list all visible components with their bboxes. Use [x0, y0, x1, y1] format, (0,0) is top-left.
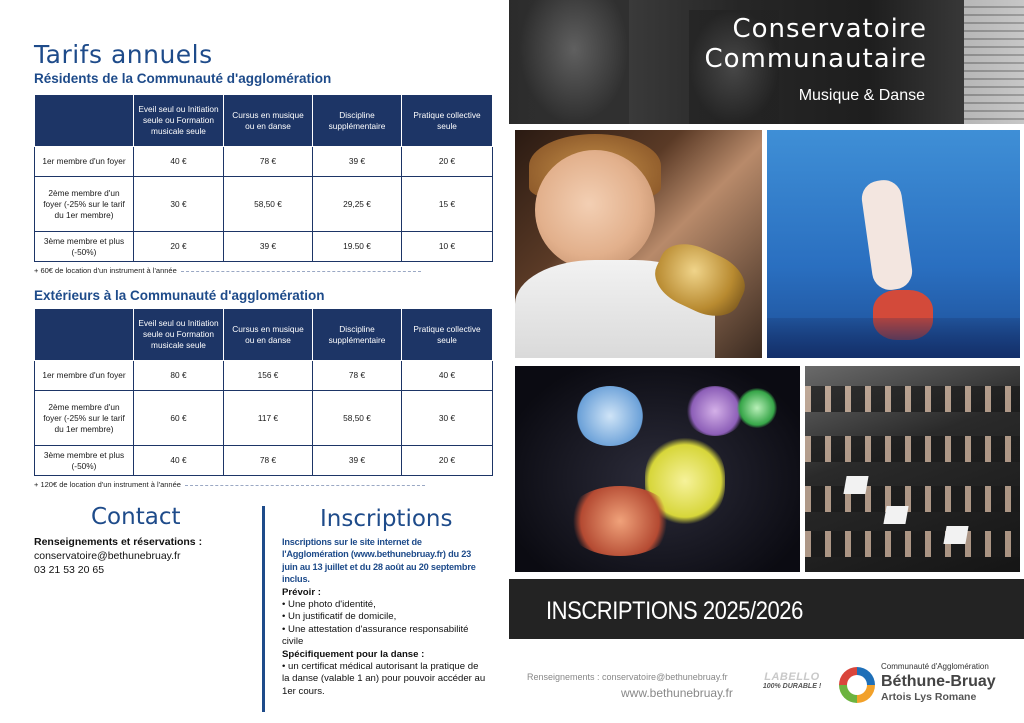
footer [509, 639, 1024, 723]
orchestra-photo [805, 366, 1020, 572]
photo-shape [685, 386, 745, 436]
contact-email-link[interactable]: conservatoire@bethunebruay.fr [34, 550, 181, 562]
banner-photo-left [519, 0, 629, 124]
table-cell: 10 € [402, 232, 493, 262]
dance-performance-photo [515, 366, 800, 572]
tarifs-title: Tarifs annuels [34, 40, 213, 69]
note-text: + 60€ de location d'un instrument à l'année [34, 266, 177, 275]
table-cell: 40 € [134, 446, 224, 476]
row-header: 3ème membre et plus (-50%) [35, 232, 134, 262]
table-cell: 20 € [402, 446, 493, 476]
row-header: 1er membre d'un foyer [35, 147, 134, 177]
table-cell: 19.50 € [313, 232, 402, 262]
danse-label: Spécifiquement pour la danse : [282, 648, 425, 660]
inscriptions-banner-text: INSCRIPTIONS 2025/2026 [546, 597, 803, 625]
photo-shape [943, 526, 968, 544]
column-header: Cursus en musique ou en danse [224, 309, 313, 361]
note-text: + 120€ de location d'un instrument à l'année [34, 480, 181, 489]
table-cell: 39 € [313, 446, 402, 476]
exterieurs-instrument-note [34, 480, 425, 489]
vertical-divider [262, 506, 265, 712]
column-header: Eveil seul ou Initiation seule ou Formation musicale seule [134, 309, 224, 361]
table-cell: 20 € [402, 147, 493, 177]
prevoir-label: Prévoir : [282, 586, 321, 598]
contact-phone[interactable]: 03 21 53 20 65 [34, 564, 105, 576]
photo-shape [737, 388, 777, 428]
contact-block [34, 535, 254, 577]
photo-shape [843, 476, 868, 494]
child-trumpet-photo [515, 130, 762, 358]
list-item: • Une photo d'identité, [282, 599, 487, 611]
banner-sheet-music [964, 0, 1024, 124]
jumping-dancer-photo [767, 130, 1020, 358]
footer-email[interactable]: Renseignements : conservatoire@bethunebruay.fr [527, 672, 728, 682]
label-logo [757, 671, 827, 690]
dashed-divider [185, 485, 425, 486]
inscriptions-intro: Inscriptions sur le site internet de l'Agglomération (www.bethunebruay.fr) du 23 juin au 13 juillet et du 28 août au 20 septembre inclus. [282, 537, 476, 585]
photo-shape [805, 436, 1020, 462]
list-item: • Une attestation d'assurance responsabilité civile [282, 624, 487, 649]
agglomeration-name: Béthune-Bruay [881, 673, 996, 690]
brand-subtitle: Musique & Danse [798, 87, 925, 104]
inscriptions-banner [509, 579, 1024, 639]
table-cell: 78 € [313, 361, 402, 391]
table-corner [35, 309, 134, 361]
column-header: Pratique collective seule [402, 95, 493, 147]
row-header: 2ème membre d'un foyer (-25% sur le tarif du 1er membre) [35, 391, 134, 446]
table-row [35, 147, 493, 177]
header-banner [509, 0, 1024, 124]
table-cell: 78 € [224, 147, 313, 177]
right-page [505, 0, 1024, 723]
label-logo-text: LABELLO [764, 671, 820, 683]
table-cell: 39 € [224, 232, 313, 262]
prevoir-list [282, 599, 487, 649]
contact-heading: Contact [91, 504, 181, 530]
photo-shape [535, 150, 655, 270]
table-cell: 29,25 € [313, 177, 402, 232]
agglomeration-name-top: Communauté d'Agglomération [881, 662, 989, 671]
column-header: Discipline supplémentaire [313, 95, 402, 147]
brand-line2: Communautaire [704, 44, 927, 74]
table-cell: 58,50 € [224, 177, 313, 232]
contact-label: Renseignements et réservations : [34, 536, 203, 548]
photo-shape [575, 386, 645, 446]
exterieurs-tarif-table [34, 308, 493, 476]
footer-website-link[interactable]: www.bethunebruay.fr [621, 686, 733, 700]
photo-shape [860, 178, 915, 292]
label-logo-tagline: 100% DURABLE ! [762, 683, 822, 690]
table-cell: 60 € [134, 391, 224, 446]
row-header: 3ème membre et plus (-50%) [35, 446, 134, 476]
photo-shape [565, 486, 675, 556]
table-cell: 39 € [313, 147, 402, 177]
table-row [35, 232, 493, 262]
column-header: Discipline supplémentaire [313, 309, 402, 361]
residents-instrument-note [34, 266, 421, 275]
column-header: Eveil seul ou Initiation seule ou Formation musicale seule [134, 95, 224, 147]
table-row [35, 177, 493, 232]
photo-shape [805, 386, 1020, 412]
residents-section-title: Résidents de la Communauté d'agglomération [34, 71, 332, 86]
table-cell: 20 € [134, 232, 224, 262]
table-cell: 15 € [402, 177, 493, 232]
list-item: • un certificat médical autorisant la pratique de la danse (valable 1 an) pour pouvoir accéder au 1er cours. [282, 661, 487, 698]
table-cell: 156 € [224, 361, 313, 391]
left-page [0, 0, 505, 723]
table-row [35, 391, 493, 446]
brand-line1: Conservatoire [732, 14, 927, 44]
residents-tarif-table [34, 94, 493, 262]
exterieurs-section-title: Extérieurs à la Communauté d'agglomération [34, 288, 325, 303]
table-cell: 30 € [134, 177, 224, 232]
photo-shape [805, 486, 1020, 512]
list-item: • Un justificatif de domicile, [282, 611, 487, 623]
danse-list [282, 661, 487, 698]
photo-shape [883, 506, 908, 524]
column-header: Pratique collective seule [402, 309, 493, 361]
row-header: 1er membre d'un foyer [35, 361, 134, 391]
dashed-divider [181, 271, 421, 272]
table-row [35, 361, 493, 391]
agglomeration-name-bottom: Artois Lys Romane [881, 691, 977, 703]
table-corner [35, 95, 134, 147]
table-cell: 117 € [224, 391, 313, 446]
inscriptions-heading: Inscriptions [320, 506, 453, 532]
row-header: 2ème membre d'un foyer (-25% sur le tarif du 1er membre) [35, 177, 134, 232]
table-cell: 78 € [224, 446, 313, 476]
table-row [35, 446, 493, 476]
agglomeration-logo-icon [839, 667, 875, 703]
photo-shape [767, 318, 1020, 358]
table-cell: 40 € [402, 361, 493, 391]
column-header: Cursus en musique ou en danse [224, 95, 313, 147]
table-cell: 40 € [134, 147, 224, 177]
photo-shape [805, 531, 1020, 557]
table-cell: 80 € [134, 361, 224, 391]
table-cell: 30 € [402, 391, 493, 446]
inscriptions-block [282, 536, 487, 698]
table-cell: 58,50 € [313, 391, 402, 446]
